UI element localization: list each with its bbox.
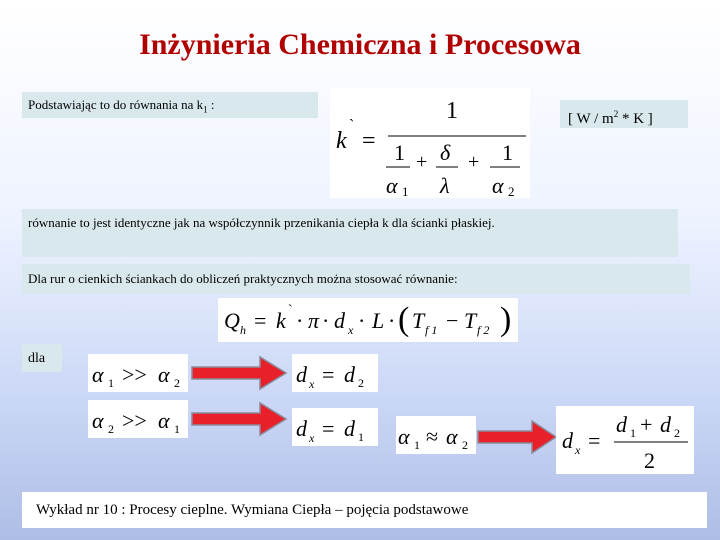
r2-eq: = — [322, 416, 335, 441]
dot-3: · — [358, 308, 366, 333]
result-dx-eq-d1 — [292, 408, 378, 446]
dot-4: · — [388, 308, 396, 333]
footer-text: Wykład nr 10 : Procesy cieplne. Wymiana Ciepła – pojęcia podstawowe — [22, 492, 707, 528]
slide-title: Inżynieria Chemiczna i Procesowa — [139, 28, 581, 61]
c1-gg: >> — [122, 362, 147, 387]
r2-x: x — [309, 431, 315, 445]
c1-sub-b: 2 — [174, 376, 180, 390]
k-prime-formula-svg — [330, 88, 530, 198]
q-minus: − — [446, 308, 459, 333]
intro-subscript: 1 — [203, 104, 208, 115]
r3-x: x — [575, 443, 581, 457]
c1-alpha-b: α — [158, 362, 170, 387]
numerator-one-b: 1 — [502, 140, 513, 165]
alpha-1: α — [386, 173, 398, 198]
thin-wall-text-box: Dla rur o cienkich ściankach do obliczeń praktycznych można stosować równanie: — [22, 264, 690, 294]
identical-text-box: równanie to jest identyczne jak na współczynnik przenikania ciepła k dla ścianki płaskiej. — [22, 209, 678, 257]
c3-sub-b: 2 — [462, 438, 468, 452]
alpha-2-sub: 2 — [508, 184, 515, 198]
intro-suffix: : — [207, 97, 215, 112]
r1-d2: d — [344, 362, 355, 387]
result-dx-eq-d2 — [292, 354, 378, 392]
q-sub: h — [240, 323, 246, 337]
k-symbol: k — [336, 128, 347, 154]
intro-text: Podstawiając to do równania na k — [28, 97, 204, 112]
c3-approx: ≈ — [426, 424, 439, 449]
r1-d: d — [296, 362, 307, 387]
plus-a: + — [416, 151, 428, 173]
q-f1: f 1 — [425, 323, 438, 337]
q-L: L — [372, 308, 385, 333]
numerator-one-a: 1 — [394, 140, 405, 165]
k-prime-mark: ` — [349, 117, 355, 134]
r3-d1-sub: 1 — [630, 426, 636, 440]
lambda-symbol: λ — [440, 173, 450, 198]
r2-d1-sub: 1 — [358, 430, 364, 444]
q-k-prime: ` — [288, 303, 293, 318]
q-x-sub: x — [348, 323, 354, 337]
dot-2: · — [322, 308, 330, 333]
arrow-right-icon — [190, 400, 290, 438]
r3-eq: = — [588, 428, 601, 453]
c1-sub-a: 1 — [108, 376, 114, 390]
units-box — [560, 100, 688, 128]
r1-d2-sub: 2 — [358, 376, 364, 390]
paren-open: ( — [398, 301, 410, 338]
q-k: k — [276, 308, 286, 333]
condition-alpha1-approx-alpha2 — [396, 416, 476, 454]
condition-alpha2-gg-alpha1 — [88, 400, 188, 438]
r3-two: 2 — [644, 448, 655, 473]
equals-sign: = — [362, 128, 376, 154]
q-equals: = — [254, 308, 267, 333]
c3-sub-a: 1 — [414, 438, 420, 452]
r3-d2: d — [660, 412, 671, 437]
r3-plus: + — [640, 412, 653, 437]
c2-sub-a: 2 — [108, 422, 114, 436]
q-pi: π — [308, 308, 320, 333]
c3-alpha-a: α — [398, 424, 410, 449]
q-T2: T — [464, 308, 477, 333]
c3-alpha-b: α — [446, 424, 458, 449]
arrow-right-icon — [476, 418, 560, 456]
alpha-2: α — [492, 173, 504, 198]
r3-d2-sub: 2 — [674, 426, 680, 440]
c2-alpha-b: α — [158, 408, 170, 433]
units-text: [ W / m — [568, 111, 614, 127]
arrow-right-icon — [190, 354, 290, 392]
r1-eq: = — [322, 362, 335, 387]
r2-d1: d — [344, 416, 355, 441]
alpha-1-sub: 1 — [402, 184, 409, 198]
q-f2: f 2 — [477, 323, 490, 337]
paren-close: ) — [500, 301, 512, 338]
k-prime-formula — [330, 88, 530, 198]
dot-1: · — [296, 308, 304, 333]
dla-label: dla — [22, 344, 62, 372]
intro-text-box — [22, 92, 318, 118]
delta-symbol: δ — [440, 140, 451, 165]
r3-d: d — [562, 428, 573, 453]
r1-x: x — [309, 377, 315, 391]
r3-d1: d — [616, 412, 627, 437]
result-dx-eq-mean — [556, 406, 694, 474]
c1-alpha-a: α — [92, 362, 104, 387]
k-numerator: 1 — [446, 98, 458, 124]
plus-b: + — [468, 151, 480, 173]
condition-alpha1-gg-alpha2 — [88, 354, 188, 392]
q-T1: T — [412, 308, 425, 333]
c2-alpha-a: α — [92, 408, 104, 433]
q-symbol: Q — [224, 308, 240, 333]
c2-sub-b: 1 — [174, 422, 180, 436]
q-formula-svg — [218, 298, 518, 342]
q-formula — [218, 298, 518, 342]
c2-gg: >> — [122, 408, 147, 433]
units-suffix: * K ] — [618, 111, 653, 127]
q-d: d — [334, 308, 345, 333]
units-sup: 2 — [613, 109, 619, 119]
r2-d: d — [296, 416, 307, 441]
